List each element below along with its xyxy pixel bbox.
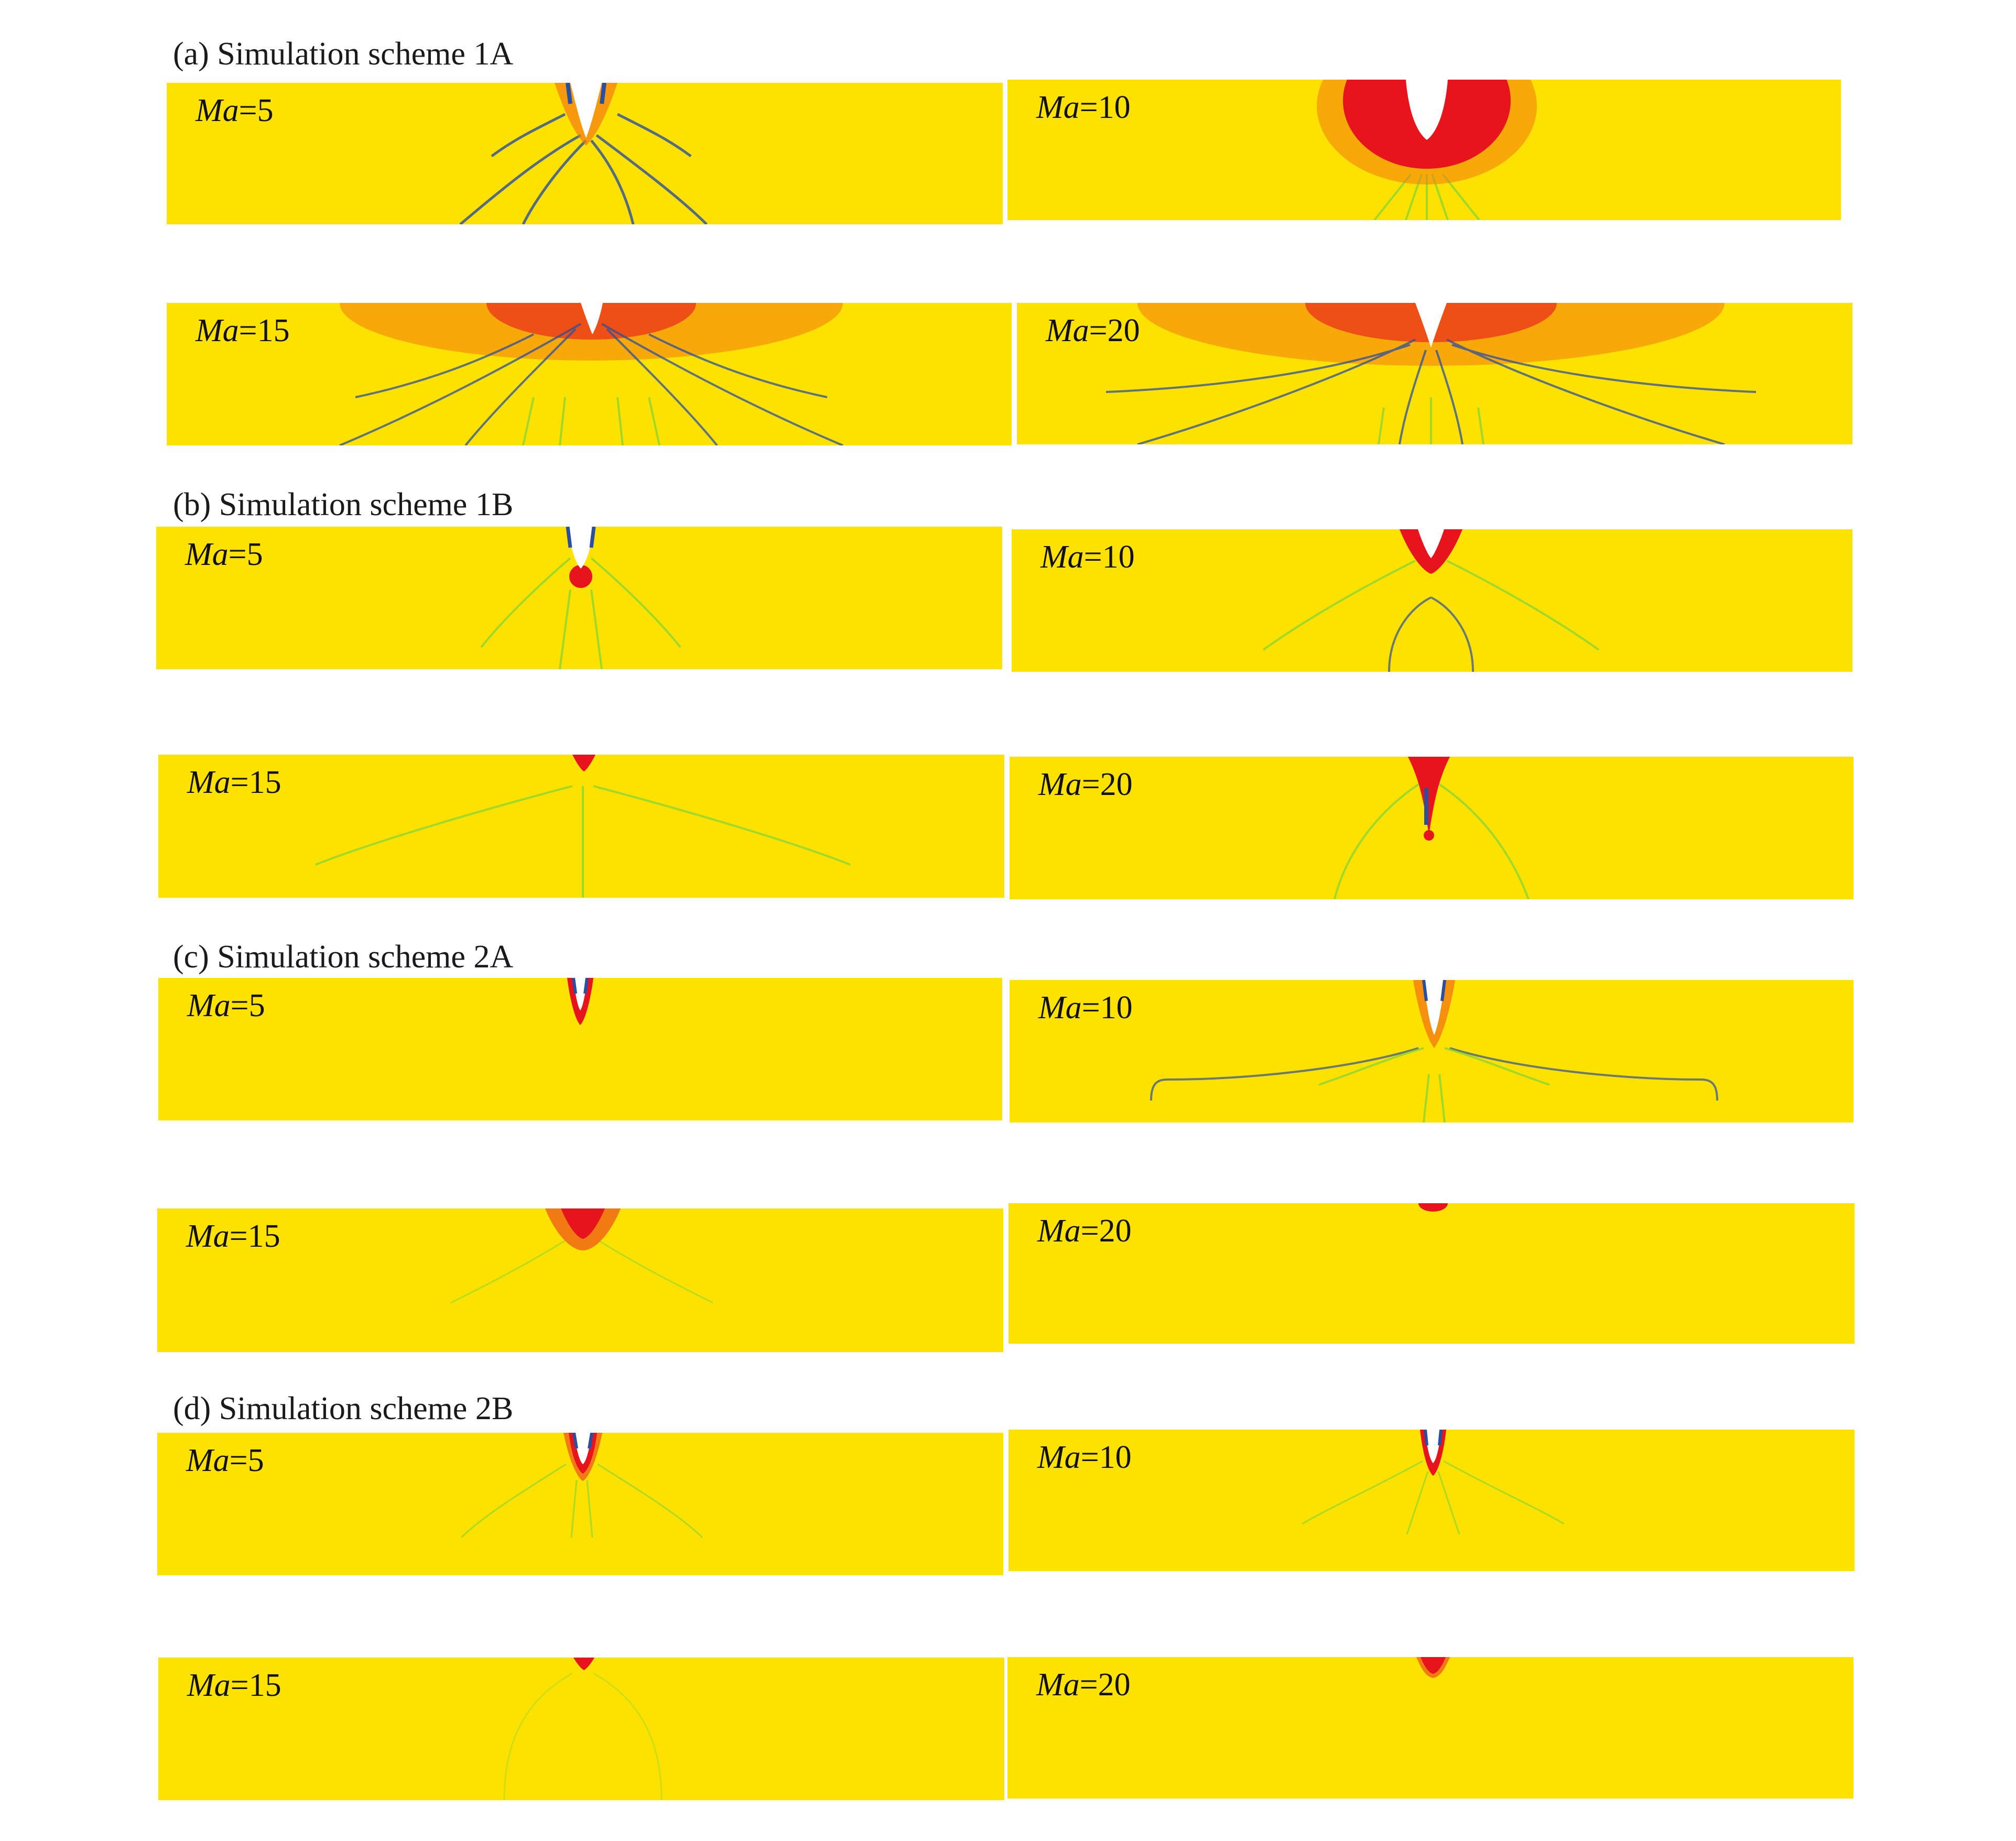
- panel-label: Ma=5: [185, 537, 263, 572]
- panel-label: Ma=15: [186, 1218, 280, 1254]
- panel-label: Ma=15: [187, 1668, 281, 1703]
- panel-b-ma10: [1012, 529, 1852, 672]
- panel-d-ma10: [1009, 1430, 1855, 1571]
- panel-label: Ma=20: [1036, 1667, 1131, 1703]
- section-title-b: (b) Simulation scheme 1B: [173, 487, 514, 522]
- damage-field-plot: [1007, 1657, 1854, 1799]
- panel-a-ma10: [1007, 80, 1841, 220]
- damage-field-plot: [158, 1658, 1004, 1800]
- panel-label: Ma=20: [1046, 313, 1140, 348]
- panel-a-ma15: [167, 303, 1012, 445]
- panel-a-ma5: [167, 83, 1003, 224]
- panel-b-ma15: [158, 755, 1004, 898]
- damage-field-plot: [1012, 529, 1852, 672]
- panel-label: Ma=5: [187, 988, 265, 1023]
- panel-b-ma5: [156, 527, 1002, 669]
- damage-field-plot: [1009, 1203, 1855, 1344]
- panel-c-ma20: [1009, 1203, 1855, 1344]
- panel-label: Ma=20: [1038, 767, 1133, 802]
- panel-label: Ma=10: [1038, 990, 1133, 1026]
- panel-c-ma5: [158, 978, 1002, 1120]
- panel-b-ma20: [1010, 757, 1854, 899]
- damage-field-plot: [167, 303, 1012, 445]
- damage-field-plot: [1017, 303, 1852, 444]
- damage-field-plot: [1010, 980, 1854, 1123]
- panel-label: Ma=10: [1036, 90, 1131, 125]
- damage-field-plot: [1007, 80, 1841, 220]
- panel-label: Ma=15: [196, 313, 290, 348]
- panel-d-ma20: [1007, 1657, 1854, 1799]
- panel-label: Ma=5: [186, 1443, 264, 1478]
- damage-field-plot: [157, 1433, 1003, 1575]
- panel-label: Ma=15: [187, 765, 281, 800]
- panel-label: Ma=10: [1037, 1440, 1132, 1475]
- panel-label: Ma=5: [196, 93, 274, 128]
- section-title-a: (a) Simulation scheme 1A: [173, 36, 514, 72]
- damage-field-plot: [1010, 757, 1854, 899]
- damage-field-plot: [156, 527, 1002, 669]
- damage-field-plot: [167, 83, 1003, 224]
- panel-a-ma20: [1017, 303, 1852, 444]
- damage-field-plot: [1009, 1430, 1855, 1571]
- panel-label: Ma=10: [1040, 539, 1135, 575]
- panel-d-ma15: [158, 1658, 1004, 1800]
- section-title-d: (d) Simulation scheme 2B: [173, 1391, 514, 1426]
- damage-field-plot: [157, 1208, 1003, 1352]
- panel-d-ma5: [157, 1433, 1003, 1575]
- section-title-c: (c) Simulation scheme 2A: [173, 939, 514, 975]
- panel-label: Ma=20: [1037, 1213, 1132, 1249]
- damage-field-plot: [158, 978, 1002, 1120]
- panel-c-ma15: [157, 1208, 1003, 1352]
- damage-field-plot: [158, 755, 1004, 898]
- panel-c-ma10: [1010, 980, 1854, 1123]
